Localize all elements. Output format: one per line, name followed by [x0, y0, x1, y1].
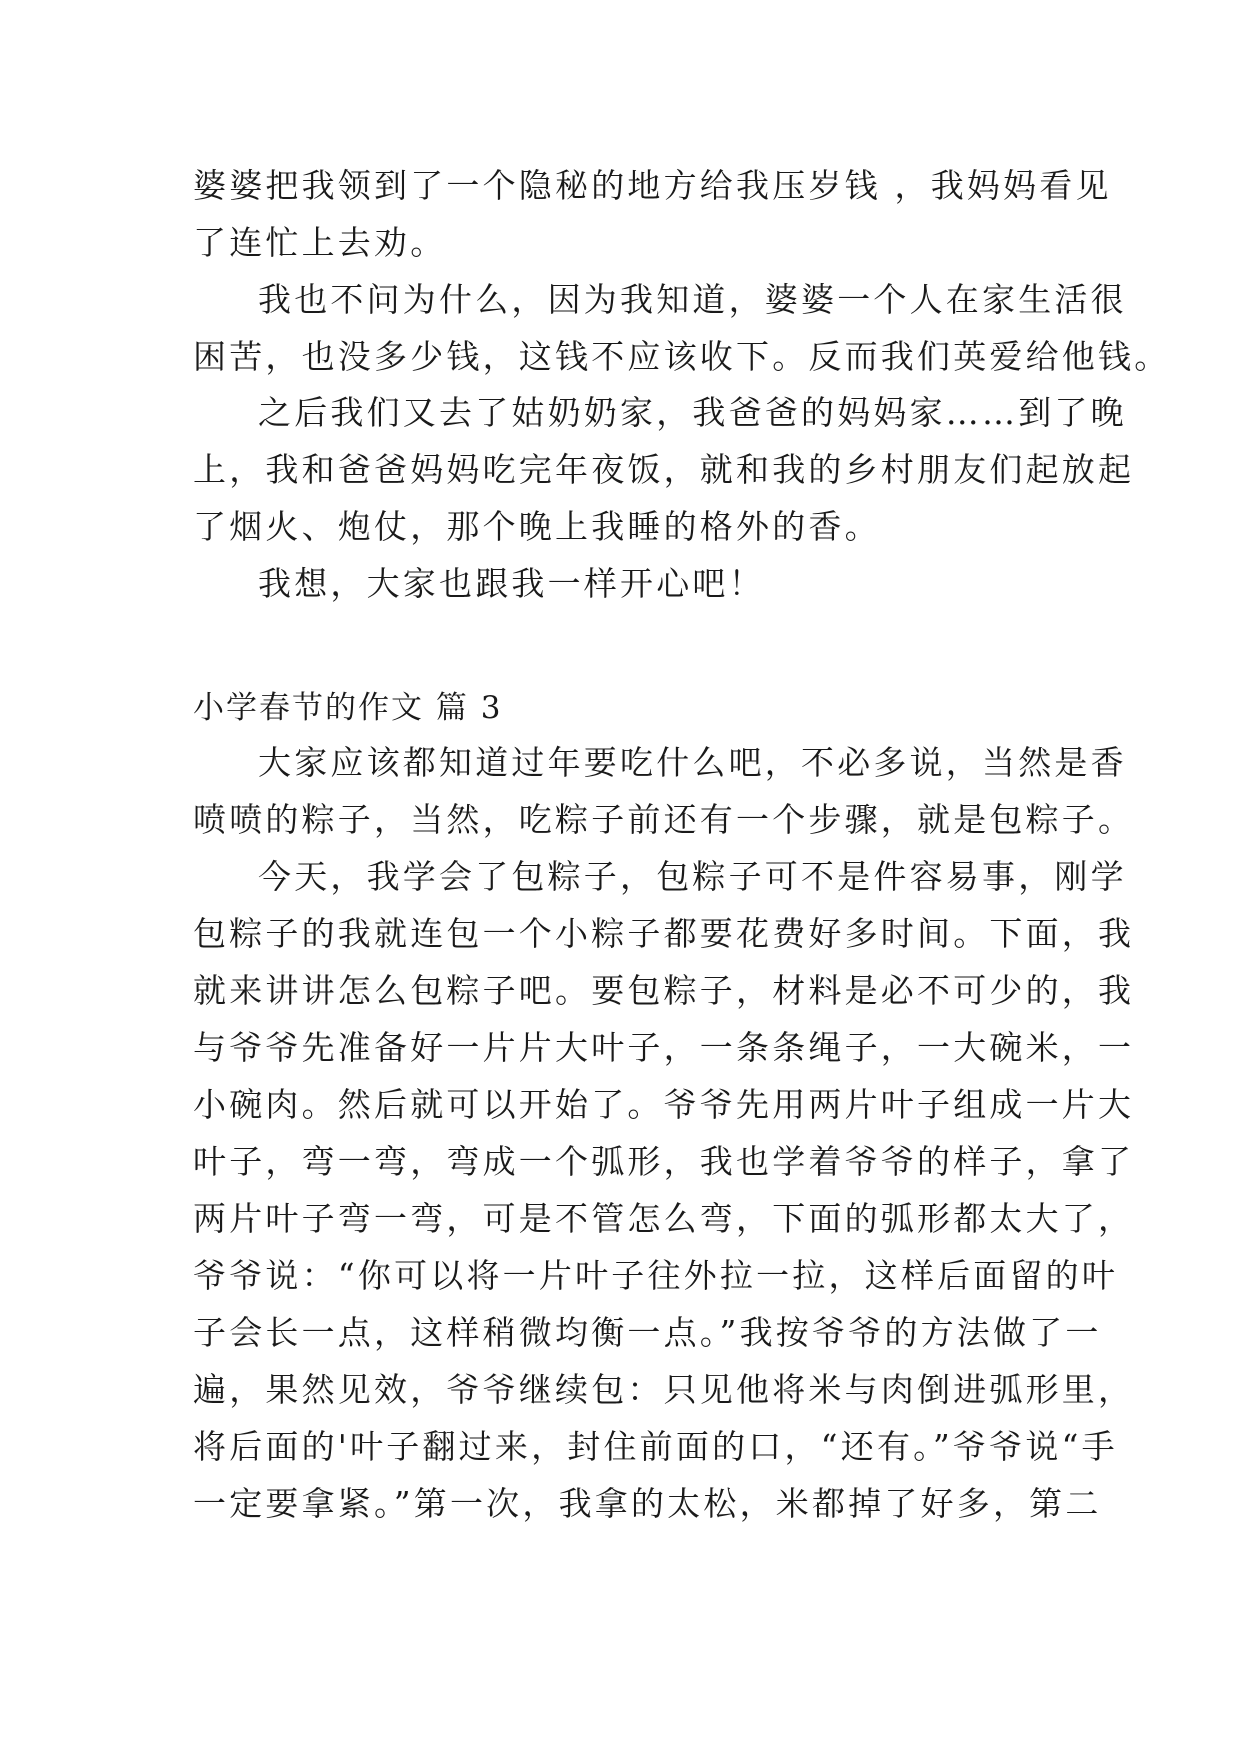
text-line: 了连忙上去劝。: [193, 223, 447, 262]
text-line: 将后面的'叶子翻过来，封住前面的口，“还有。”爷爷说“手: [193, 1427, 1118, 1466]
text-line: 困苦，也没多少钱，这钱不应该收下。反而我们英爱给他钱。: [193, 337, 1171, 376]
text-line: 之后我们又去了姑奶奶家，我爸爸的妈妈家……到了晚: [258, 393, 1127, 432]
text-line: 遍，果然见效，爷爷继续包：只见他将米与肉倒进弧形里，: [193, 1370, 1135, 1409]
text-line: 爷爷说：“你可以将一片叶子往外拉一拉，这样后面留的叶: [193, 1256, 1119, 1295]
text-line: 子会长一点，这样稍微均衡一点。”我按爷爷的方法做了一: [193, 1313, 1102, 1352]
text-line: 喷喷的粽子，当然，吃粽子前还有一个步骤，就是包粽子。: [193, 800, 1135, 839]
text-line: 就来讲讲怎么包粽子吧。要包粽子，材料是必不可少的，我: [193, 971, 1135, 1010]
text-line: 与爷爷先准备好一片片大叶子，一条条绳子，一大碗米，一: [193, 1028, 1135, 1067]
text-line: 我也不问为什么，因为我知道，婆婆一个人在家生活很: [258, 280, 1127, 319]
text-line: 我想，大家也跟我一样开心吧！: [258, 564, 765, 603]
text-line: 两片叶子弯一弯，可是不管怎么弯，下面的弧形都太大了，: [193, 1199, 1135, 1238]
text-line: 一定要拿紧。”第一次，我拿的太松，米都掉了好多，第二: [193, 1484, 1102, 1523]
text-line: 了烟火、炮仗，那个晚上我睡的格外的香。: [193, 507, 881, 546]
text-line: 小碗肉。然后就可以开始了。爷爷先用两片叶子组成一片大: [193, 1085, 1135, 1124]
section-title: 小学春节的作文 篇 3: [193, 690, 503, 726]
text-line: 婆婆把我领到了一个隐秘的地方给我压岁钱 ，我妈妈看见: [193, 166, 1112, 205]
text-line: 大家应该都知道过年要吃什么吧，不必多说，当然是香: [258, 743, 1127, 782]
text-line: 包粽子的我就连包一个小粽子都要花费好多时间。下面，我: [193, 914, 1135, 953]
text-line: 今天，我学会了包粽子，包粽子可不是件容易事，刚学: [258, 857, 1127, 896]
text-line: 上，我和爸爸妈妈吃完年夜饭，就和我的乡村朋友们起放起: [193, 450, 1135, 489]
text-line: 叶子，弯一弯，弯成一个弧形，我也学着爷爷的样子，拿了: [193, 1142, 1135, 1181]
